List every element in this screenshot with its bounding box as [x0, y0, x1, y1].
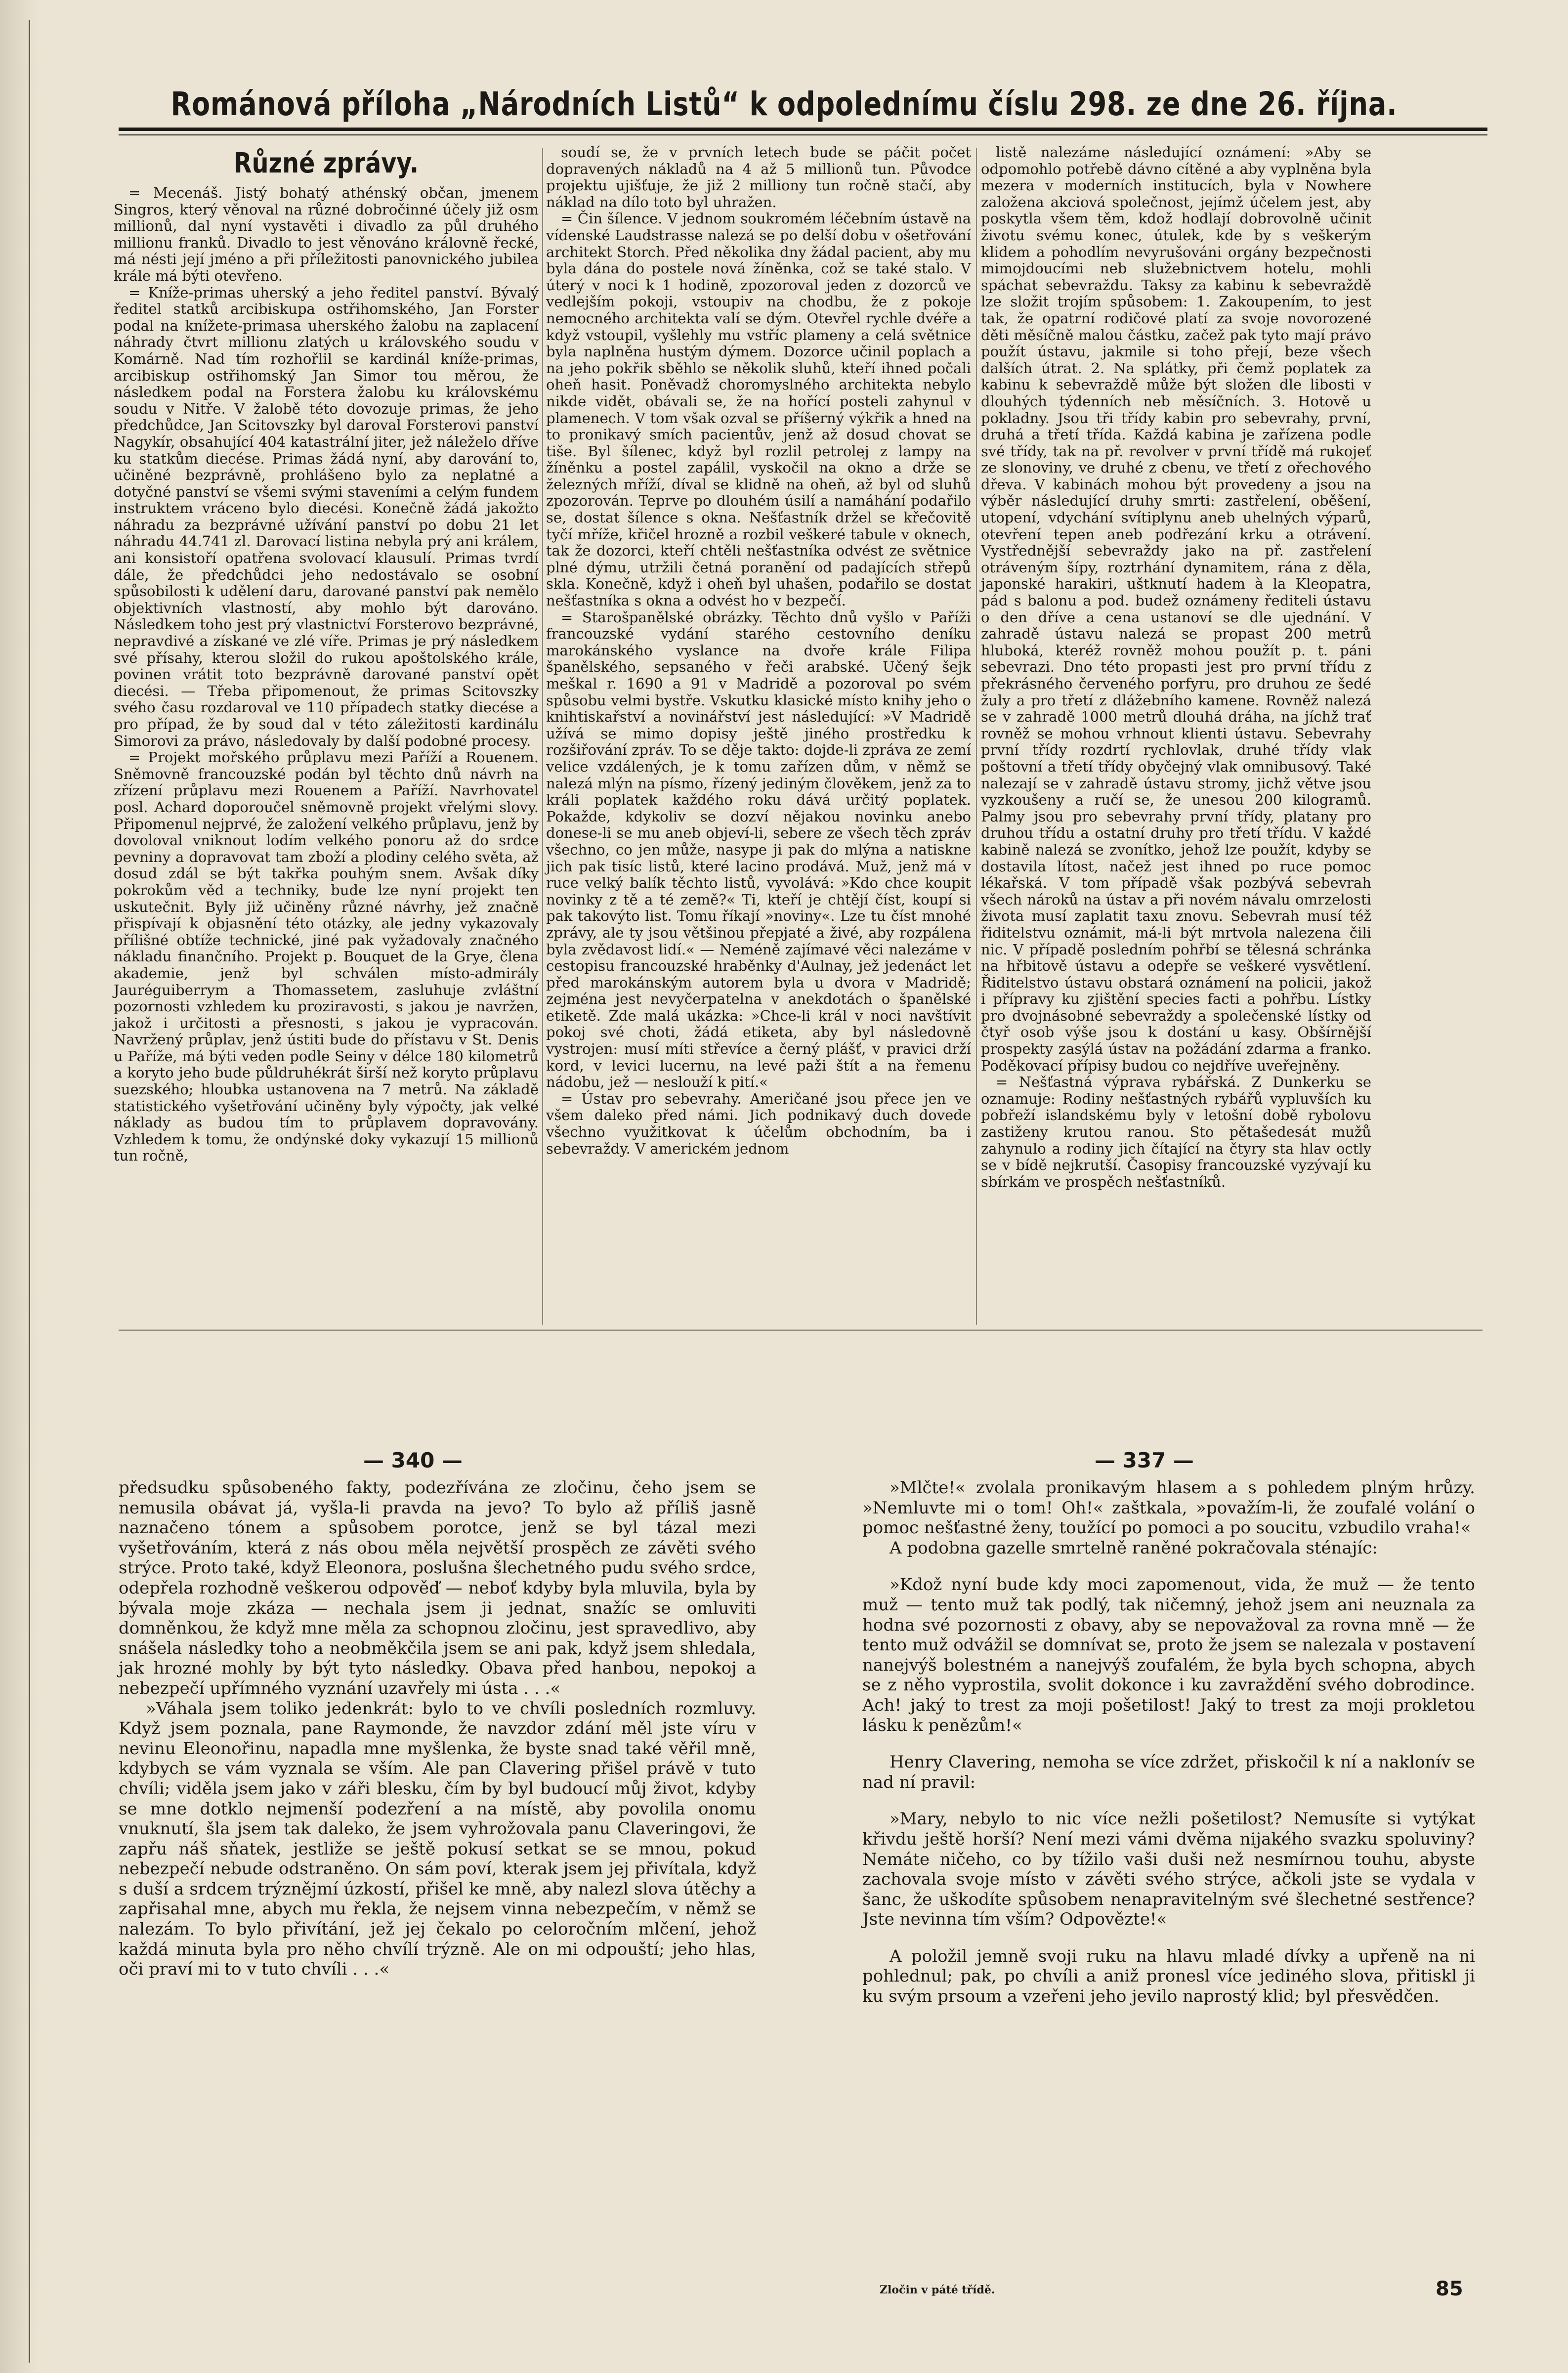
binding-rule — [29, 20, 30, 2363]
novel-paragraph: A podobna gazelle smrtelně raněné pokračovala sténajíc: — [890, 1538, 1378, 1558]
news-item-primas: = Kníže-primas uherský a jeho ředitel panství. Bývalý ředitel statků arcibiskupa ostřihomského, Jan Forster podal na knížete-primasa uherského žalobu na zaplacení náhrady čtvrt millionu zlatých u královského soudu v Komárně. Nad tím rozhořlil se kardinál kníže-primas, arcibiskup ostřihomský Jan Simor tou měrou, že následkem podal na Forstera žalobu ku královskému soudu v Nitře. V žalobě této dovozuje primas, že jeho předchůdce, Jan Scitovszky byl daroval Forsterovi panství Nagykír, obsahující 404 katastrální jiter, jež náleželo dříve ku statkům diecése. Primas žádá nyní, aby darování to, učiněné bezprávně, prohlášeno bylo za neplatné a dotyčné panství se všemi svými staveními a celým fundem instruktem vráceno bylo diecési. Konečně žádá jakožto náhradu za bezprávné užívání panství po dobu 21 let náhradu 44.741 zl. Darovací listina nebyla prý ani králem, ani konsistoří opatřena svolovací klausulí. Primas tvrdí dále, že předchůdci jeho nedostávalo se osobní spůsobilosti k udělení daru, darované panství pak nemělo objektivních vlastností, aby mohlo být darováno. Následkem toho jest prý vlastnictví Forsterovo bezprávné, nepravdivé a získané ve zlé víře. Primas je prý následkem své přísahy, kterou složil do rukou apoštolského krále, povinen vrátit toto bezprávně darované panství opět diecési. — Třeba připomenout, že primas Scitovszky svého času rozdaroval ve 110 případech statky diecése a pro případ, že by soud dal v této záležitosti kardinálu Simorovi za právo, následovaly by další podobné procesy. — [114, 284, 539, 749]
footer-number: 85 — [1436, 2278, 1463, 2300]
column-divider — [976, 148, 977, 1325]
header-rule-thin — [119, 134, 1487, 135]
news-item-vyprava: = Nešťastná výprava rybářská. Z Dunkerku se oznamuje: Rodiny nešťastných rybářů vypluvších ku pobřeží islandskému byly v letošní době rybolovu zastiženy krutou ranou. Sto pětašedesát mužů zahynulo a rodiny jich čítající na čtyry sta hlav octly se v bídě nejkrutší. Časopisy francouzské vyzývají ku sbírkám ve prospěch nešťastníků. — [981, 1074, 1371, 1190]
news-column-2 — [546, 144, 971, 1157]
novel-paragraph: A položil jemně svoji ruku na hlavu mladé dívky a upřeně na ni pohlednul; pak, po chvíli a aniž pronesl více jediného slova, přitiskl ji ku svým prsoum a vzeřeni jeho jevilo naprostý klid; byl přesvědčen. — [862, 1946, 1475, 2007]
news-item-ustav-cont: listě nalezáme následující oznámení: »Aby se odpomohlo potřebě dávno cítěné a aby vyplněna byla mezera v moderních institucích, byla v Nowhere založena akciová společnost, jejímž účelem jest, aby poskytla všem těm, kdož hodlají dobrovolně učinit životu svému konec, útulek, kde by s veškerým klidem a pohodlím nevyrušováni orgány bezpečnosti mimojdoucími neb služebnictvem hotelu, mohli spáchat sebevraždu. Taksy za kabinu k sebevraždě lze složit trojím spůsobem: 1. Zakoupením, to jest tak, že opatrní rodičové platí za svoje novorozené děti měsíčně malou částku, začež pak tyto mají právo použít ústavu, jakmile si toho přejí, beze všech dalších útrat. 2. Na splátky, při čemž poplatek za kabinu k sebevraždě může být složen dle libosti v dlouhých týdenních neb měsíčních. 3. Hotově u pokladny. Jsou tři třídy kabin pro sebevrahy, první, druhá a třetí třída. Každá kabina je zařízena podle své třídy, tak na př. revolver v první třídě má rukojeť ze slonoviny, ve druhé z cbenu, ve třetí z ořechového dřeva. V kabinách mohou být provedeny a jsou na výběr následující druhy smrti: zastřelení, oběšení, utopení, vdychání svítiplynu aneb uhelných výparů, otevření tepen aneb podřezání krku a otrávení. Vystřednější sebevraždy jako na př. zastřelení otráveným šípy, roztrhání dynamitem, rána z děla, japonské harakiri, uštknutí hadem à la Kleopatra, pád s balonu a pod. budež oznámeny řediteli ústavu o den dříve a cena ustanoví se dle ujednání. V zahradě ústavu nalezá se propast 200 metrů hluboká, kteréž rovněž mohou použít p. t. páni sebevrazi. Dno této propasti jest pro první třídu z překrásného červeného porfyru, pro druhou ze šedé žuly a pro třetí z dlážebního kamene. Rovněž nalezá se v zahradě 1000 metrů dlouhá dráha, na jíchž trať rovněž se mohou vrhnout klienti ústavu. Sebevrahy první třídy rozdrtí rychlovlak, druhé třídy vlak poštovní a třetí třídy obyčejný vlak omnibusový. Také nalezají se v zahradě ústavu stromy, jichž větve jsou vyzkoušeny a ručí se, že unesou 200 kilogramů. Palmy jsou pro sebevrahy první třídy, platany pro druhou třídu a ostatní druhy pro třetí třídu. V každé kabině nalezá se zvonítko, jehož lze použít, kdyby se dostavila lítost, načež jest ihned po ruce pomoc lékařská. V tom případě však pozbývá sebevrah všech nároků na ústav a při novém návalu omrzelosti života musí zaplatit taxu znovu. Sebevrah musí též řiditelstvu oznámit, má-li být mrtvola nalezena čili nic. V případě posledním pohřbí se tělesná schránka na hřbitově ústavu a odepře se veškeré vysvětlení. Řiditelstvo ústavu obstará oznámení na policii, jakož i přípravy ku zjištění species facti a pohřbu. Lístky pro dvojnásobné sebevraždy a společenské lístky od čtyř osob výše jsou k dostání u kasy. Obšírnější prospekty zasýlá ústav na požádání zdarma a franko. Poděkovací přípisy budou co nejdříve uveřejněny. — [981, 144, 1371, 1074]
news-item-ustav: = Ústav pro sebevrahy. Američané jsou přece jen ve všem daleko před námi. Jich podnikavý duch dovede všechno využitkovat k účelům obchodním, ba i sebevraždy. V americkém jednom — [546, 1090, 971, 1157]
news-item-pruplav-cont: soudí se, že v prvních letech bude se páčit počet dopravených nákladů na 4 až 5 millionů tun. Původce projektu ujišťuje, že již 2 milliony tun ročně stačí, aby náklad na dílo toto byl uhražen. — [546, 144, 971, 211]
novel-paragraph: Henry Clavering, nemoha se více zdržet, přiskočil k ní a naklonív se nad ní pravil: — [862, 1752, 1475, 1792]
section-title: Různé zprávy. — [233, 147, 419, 179]
section-divider — [119, 1330, 1483, 1331]
news-item-pruplav: = Projekt mořského průplavu mezi Paříží a Rouenem. Sněmovně francouzské podán byl těchto dnů návrh na zřízení průplavu mezi Rouenem a Paříží. Navrhovatel posl. Achard doporoučel sněmovně projekt vřelými slovy. Připomenul nejprvé, že založení velkého průplavu, jenž by dovoloval vniknout lodím velkého ponoru až do srdce pevniny a dopravovat tam zboží a plodiny celého světa, až dosud zdál se být takřka pouhým snem. Avšak díky pokrokům věd a techniky, bude lze nyní projekt ten uskutečnit. Byly již učiněny různé návrhy, jež značně přispívají k objasnění této otázky, ale jedny vykazovaly přílišné obtíže technické, jiné pak vyžadovaly značného nákladu finančního. Projekt p. Bouquet de la Grye, člena akademie, jenž byl schválen místo-admirály Jauréguiberrym a Thomassetem, zasluhuje zvláštní pozornosti vzhledem ku proziravosti, s jakou je navržen, jakož i určitosti a přesnosti, s jakou je vypracován. Navržený průplav, jenž ústiti bude do přístavu v St. Denis u Paříže, má býti veden podle Seiny v délce 180 kilometrů a koryto jeho bude půldruhékrát širší než koryto průplavu suezského; hloubka ustanovena na 7 metrů. Na základě statistického vyšetřování učiněny byly výpočty, jak velké náklady as budou tím to průplavem dopravovány. Vzhledem k tomu, že ondýnské doky vykazují 15 millionů tun ročně, — [114, 749, 539, 1165]
novel-page-left — [119, 1478, 756, 1980]
binding-edge — [0, 0, 40, 2373]
novel-paragraph: »Mlčte!« zvolala pronikavým hlasem a s pohledem plným hrůzy. »Nemluvte mi o tom! Oh!« zaštkala, »považím-li, že zoufalé volání o pomoc nešťastné ženy, toužící po pomoci a po soucitu, vzbudilo vraha!« — [862, 1478, 1475, 1538]
news-item-silenec: = Čin šílence. V jednom soukromém léčebním ústavě na vídenské Laudstrasse nalezá se po delší dobu v ošetřování architekt Storch. Před několika dny žádal pacient, aby mu byla dána do postele nová žíněnka, což se také stalo. V úterý v noci k 1 hodině, zpozoroval jeden z dozorců ve vedlejším pokoji, vstoupiv na chodbu, že z pokoje nemocného architekta valí se dým. Otevřel rychle dvéře a když vstoupil, vyšlehly mu vstříc plameny a celá světnice byla naplněna hustým dýmem. Dozorce učinil poplach a na jeho pokřik sběhlo se několik sluhů, kteří ihned počali oheň hasit. Poněvadž choromyslného architekta nebylo nikde vidět, obávali se, že na hořící posteli zahynul v plamenech. V tom však ozval se příšerný výkřik a hned na to pronikavý smích pacientův, jenž až dosud chovat se tiše. Byl šílenec, když byl rozlil petrolej z lampy na žíněnku a postel zapálil, vyskočil na okno a drže se železných mříží, díval se klidně na oheň, až byl od sluhů zpozorován. Teprve po dlouhém úsilí a namáhání podařilo se, dostat šílence s okna. Nešťastník držel se křečovitě tyčí mříže, křičel hrozně a rozbil veškeré tabule v oknech, tak že dozorci, kteří chtěli nešťastníka odvést ze světnice plné dýmu, utržili četná poranění od padajících střepů skla. Konečně, když i oheň byl uhašen, podařilo se dostat nešťastníka s okna a odvést ho v bezpečí. — [546, 210, 971, 609]
news-item-mecenas: = Mecenáš. Jistý bohatý athénský občan, jmenem Singros, který věnoval na různé dobročinné účely již osm millionů, dal nyní vystavěti i divadlo za půl druhého millionu franků. Divadlo to jest věnováno královně řecké, má nésti její jméno a při příležitosti panovnického jubilea krále má býti otevřeno. — [114, 184, 539, 284]
novel-paragraph: předsudku spůsobeného fakty, podezřívána ze zločinu, čeho jsem se nemusila obávat já, vyšla-li pravda na jevo? To bylo až příliš jasně naznačeno tónem a spůsobem porotce, jenž se byl tázal mezi vyšetřováním, která z nás obou měla největší prospěch ze závěti svého strýce. Proto také, když Eleonora, poslušna šlechetného pudu svého srdce, odepřela rozhodně veškerou odpověď — neboť kdyby byla mluvila, byla by bývala moje zkáza — nechala jsem ji jednat, snažíc se omluviti domněnkou, že když mne měla za schopnou zločinu, jest spravedlivo, aby snášela následky toho a neobměkčila jsem se ani pak, když jsem shledala, jak hrozné mohly by být tyto následky. Obava před hanbou, nepokoj a nebezpečí upřímného vyznání uzavřely mi ústa . . .« — [119, 1478, 757, 1698]
news-column-3 — [981, 144, 1371, 1190]
page-number-right: — 337 — — [1095, 1448, 1194, 1472]
news-column-1 — [114, 144, 539, 1165]
page-number-left: — 340 — — [363, 1448, 463, 1472]
page-header-title: Románová příloha „Národních Listů“ k odpolednímu číslu 298. ze dne 26. října. — [170, 85, 1398, 123]
footer-note: Zločin v páté třídě. — [880, 2284, 995, 2296]
novel-paragraph: »Mary, nebylo to nic více nežli pošetilost? Nemusíte si vytýkat křivdu ještě horší? Není mezi vámi dvěma nijakého svazku spoluviny? Nemáte ničeho, co by tížilo vaši duši než nesmírnou touhu, abyste zachovala svoje místo v závěti svého strýce, ačkoli jste se vydala v šanc, že uškodíte spůsobem nenapravitelným své šlechetné sestřence? Jste nevinna tím vším? Odpovězte!« — [862, 1809, 1475, 1930]
novel-paragraph: »Kdož nyní bude kdy moci zapomenout, vida, že muž — že tento muž — tento muž tak podlý, tak ničemný, jehož jsem ani neuznala za hodna své pozornosti z obavy, aby se nepovažoval za rovna mně — že tento muž odvážil se domnívat se, proto že jsem se nalezala v postavení nanejvýš bolestném a nanejvýš zoufalém, že byla bych schopna, abych se z něho vyprostila, svolit dokonce i ku zavraždění svého dobrodince. Ach! jaký to trest za moji pošetilost! Jaký to trest za moji prokletou lásku k penězům!« — [862, 1575, 1475, 1735]
novel-page-right — [862, 1478, 1475, 2007]
column-divider — [542, 148, 543, 1325]
header-rule-thick — [119, 128, 1487, 131]
news-item-obrazky: = Starošpanělské obrázky. Těchto dnů vyšlo v Paříži francouzské vydání starého cestovního deníku marokánského vyslance na dvoře krále Filipa španělského, sepsaného v řeči arabské. Učený šejk meškal r. 1690 a 91 v Madridě a pozoroval po svém spůsobu velmi bystře. Vskutku klasické místo knihy jeho o knihtiskařství a novinářství jest následující: »V Madridě užívá se mimo dopisy ještě jiného prostředku k rozšiřování zpráv. To se děje takto: dojde-li zpráva ze zemí velice vzdálených, je k tomu zařízen dům, v němž se nalezá mlýn na písmo, řízený jediným člověkem, jenž za to králi poplatek každého roku dává určitý poplatek. Pokažde, kdykoliv se dozví nějakou novinku anebo donese-li se mu aneb objeví-li, sebere ze všech těch zpráv všechno, co jen může, nasype ji pak do mlýna a natiskne jich pak tisíc listů, které lacino prodává. Muž, jenž má v ruce velký balík těchto listů, vyvolává: »Kdo chce koupit novinky z tě a té země?« Ti, kteří je chtějí číst, koupí si pak takovýto list. Tomu říkají »noviny«. Lze tu číst mnohé zprávy, ale ty jsou většinou přepjaté a živé, aby rozpálena byla zvědavost lidí.« — Neméně zajímavé věci nalezáme v cestopisu francouzské hraběnky d'Aulnay, jež jedenáct let před marokánským autorem byla u dvora v Madridě; zejména jest nevyčerpatelna v anekdotách o španělské etiketě. Zde malá ukázka: »Chce-li král v noci navštívit pokoj své choti, žádá etiketa, aby byl následovně vystrojen: musí míti střevíce a černý plášť, v pravici drží kord, v levici lucernu, na levé paži štít a na řemenu nádobu, jež — neslouží k pití.« — [546, 608, 971, 1091]
novel-paragraph: »Váhala jsem toliko jedenkrát: bylo to ve chvíli posledních rozmluvy. Když jsem poznala, pane Raymonde, že navzdor zdání měl jste víru v nevinu Eleonořinu, napadla mne myšlenka, že byste snad také věřil mně, kdybych se vám vyznala se vším. Ale pan Clavering přišel právě v tuto chvíli; viděla jsem jako v záři blesku, čím by byl budoucí můj život, kdyby se mne dotklo nejmenší podezření a na místě, aby povolila onomu vnuknutí, šla jsem tak daleko, že jsem vyhrožovala panu Claveringovi, že zapřu náš sňatek, jestliže se ještě pokusí setkat se se mnou, pokud nebezpečí nebude odstraněno. On sám poví, kterak jsem jej přivítala, když s duší a srdcem trýznějmí úzkostí, přišel ke mně, aby nalezl slova útěchy a zapřisahal mne, abych mu řekla, že nejsem vinna nebezpečím, v němž se nalezám. To bylo přivítání, jež jej čekalo po celoročním mlčení, jehož každá minuta byla pro něho chvílí trýzně. Ale on mi odpouští; jeho hlas, oči praví mi to v tuto chvíli . . .« — [119, 1698, 756, 1980]
